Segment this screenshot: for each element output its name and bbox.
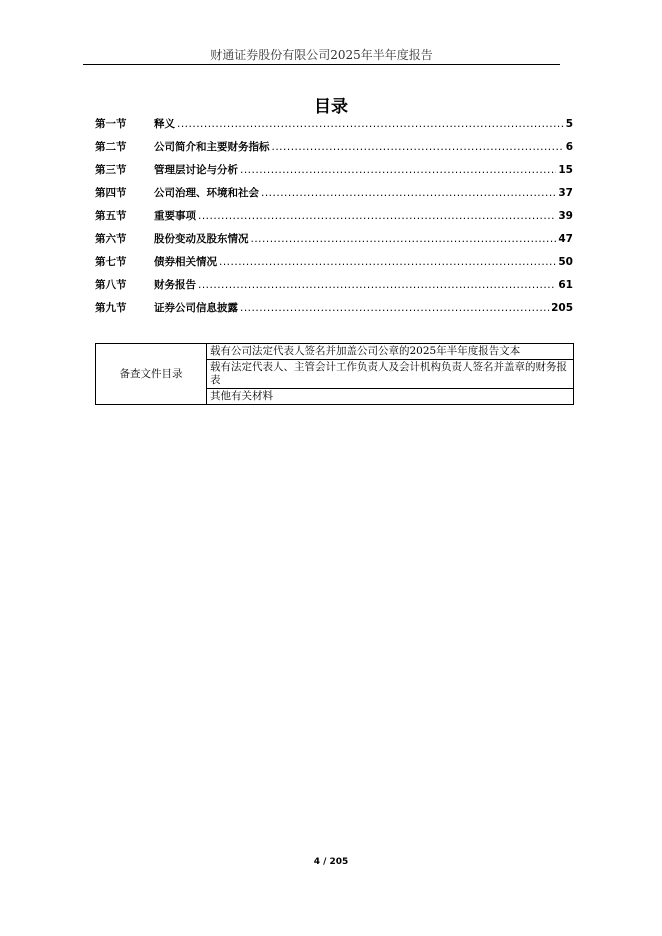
toc-leader [198, 205, 556, 228]
reference-file-item: 载有法定代表人、主管会计工作负责人及会计机构负责人签名并盖章的财务报表 [207, 360, 574, 389]
toc-section-number: 第一节 [95, 118, 127, 130]
toc-section-number: 第三节 [95, 164, 127, 176]
toc-page-number: 50 [558, 256, 573, 268]
toc-section-number: 第九节 [95, 302, 127, 314]
toc-section-number: 第四节 [95, 187, 127, 199]
toc-section-number: 第六节 [95, 233, 127, 245]
toc-section-title: 股份变动及股东情况 [154, 233, 249, 245]
reference-file-item: 其他有关材料 [207, 389, 574, 405]
toc-leader [240, 297, 549, 320]
toc-section-title: 财务报告 [154, 279, 196, 291]
toc-leader [219, 251, 556, 274]
toc-page-number: 205 [551, 302, 573, 314]
toc-section-title: 释义 [154, 118, 175, 130]
toc-page-number: 39 [558, 210, 573, 222]
table-row [96, 344, 574, 360]
toc-entry-9[interactable] [95, 297, 573, 320]
toc-leader [251, 228, 557, 251]
toc-leader [272, 136, 564, 159]
toc-section-title: 公司治理、环境和社会 [154, 187, 259, 199]
header-divider [83, 64, 560, 65]
page-footer: 4 / 205 [313, 857, 349, 867]
toc-entry-8[interactable] [95, 274, 573, 297]
toc-entry-2[interactable] [95, 136, 573, 159]
toc-entry-3[interactable] [95, 159, 573, 182]
reference-files-table [95, 343, 574, 405]
toc-entry-7[interactable] [95, 251, 573, 274]
toc-section-title: 债券相关情况 [154, 256, 217, 268]
toc-section-number: 第五节 [95, 210, 127, 222]
toc-leader [240, 159, 556, 182]
toc-section-number: 第二节 [95, 141, 127, 153]
toc-title: 目录 [314, 97, 348, 117]
toc-leader [177, 113, 564, 136]
toc-page-number: 61 [558, 279, 573, 291]
toc-leader [261, 182, 556, 205]
toc-entry-1[interactable] [95, 113, 573, 136]
toc-section-number: 第八节 [95, 279, 127, 291]
reference-file-item: 载有公司法定代表人签名并加盖公司公章的2025年半年度报告文本 [207, 344, 574, 360]
toc-leader [198, 274, 556, 297]
toc-section-title: 证券公司信息披露 [154, 302, 238, 314]
toc-section-title: 管理层讨论与分析 [154, 164, 238, 176]
toc-entry-6[interactable] [95, 228, 573, 251]
toc-page-number: 47 [558, 233, 573, 245]
toc-page-number: 15 [558, 164, 573, 176]
toc-entry-4[interactable] [95, 182, 573, 205]
page-header: 财通证券股份有限公司2025年半年度报告 [210, 48, 433, 62]
reference-files-label: 备查文件目录 [96, 344, 207, 405]
table-of-contents [95, 113, 573, 320]
toc-entry-5[interactable] [95, 205, 573, 228]
toc-section-title: 公司简介和主要财务指标 [154, 141, 270, 153]
toc-section-title: 重要事项 [154, 210, 196, 222]
toc-section-number: 第七节 [95, 256, 127, 268]
toc-page-number: 6 [565, 141, 573, 153]
toc-page-number: 5 [565, 118, 573, 130]
toc-page-number: 37 [558, 187, 573, 199]
